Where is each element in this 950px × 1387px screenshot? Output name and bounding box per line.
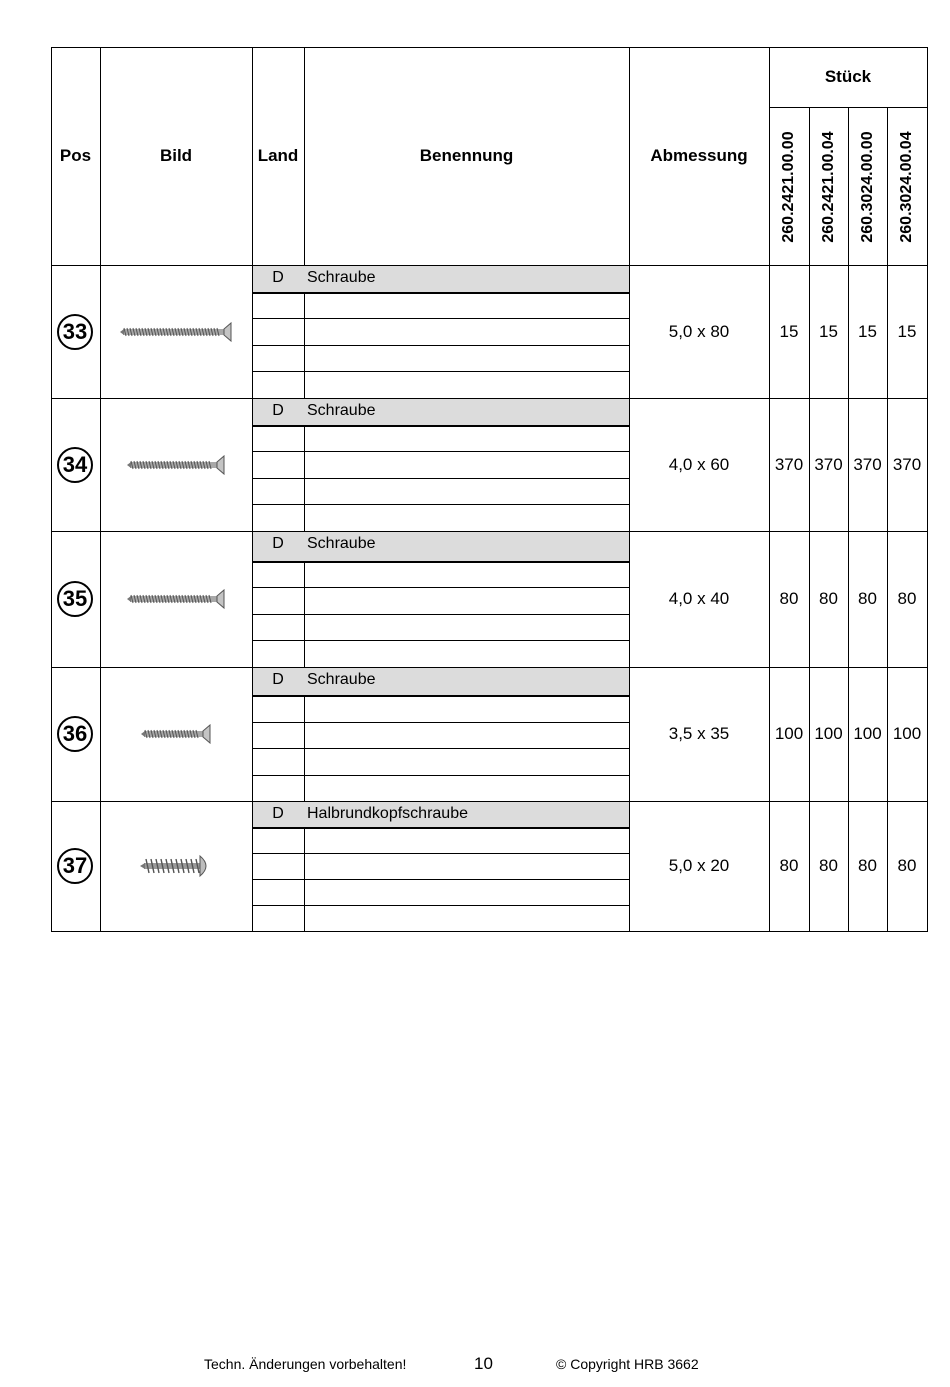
- row-sub-rule: [252, 640, 630, 641]
- header-article-number: 260.3024.00.00: [858, 130, 876, 243]
- header-pos: Pos: [59, 146, 92, 165]
- countersunk-screw-long-icon: [120, 321, 232, 348]
- part-name: Schraube: [307, 269, 376, 286]
- quantity-value: 80: [779, 589, 799, 608]
- land-code: D: [272, 535, 284, 552]
- header-article-number: 260.3024.00.04: [898, 130, 915, 243]
- row-sub-rule: [252, 853, 630, 854]
- quantity-value: 15: [819, 321, 838, 341]
- land-code: D: [272, 402, 284, 419]
- quantity-value: 80: [858, 856, 877, 875]
- row-sub-rule: [252, 371, 630, 372]
- row-sub-rule: [252, 345, 630, 346]
- parts-table: [51, 47, 927, 931]
- quantity-value: 370: [814, 454, 843, 474]
- quantity-value: 100: [774, 724, 804, 743]
- row-sub-rule: [252, 292, 630, 294]
- dimension-value: 5,0 x 20: [668, 856, 730, 875]
- footer-copyright: © Copyright HRB 3662: [556, 1356, 699, 1372]
- quantity-value: 370: [853, 454, 882, 474]
- land-code: D: [272, 269, 284, 286]
- quantity-value: 80: [897, 589, 917, 608]
- part-name: Schraube: [307, 402, 376, 419]
- column-divider: [809, 107, 810, 932]
- dimension-value: 4,0 x 40: [668, 589, 730, 608]
- position-number-circle: 34: [57, 447, 93, 483]
- quantity-value: 80: [779, 856, 799, 875]
- quantity-value: 15: [779, 321, 799, 341]
- header-bild: Bild: [159, 146, 193, 165]
- dimension-value: 3,5 x 35: [668, 724, 730, 743]
- row-sub-rule: [252, 722, 630, 723]
- header-stueck: Stück: [824, 67, 872, 86]
- quantity-value: 100: [892, 724, 922, 743]
- quantity-value: 100: [853, 724, 882, 743]
- row-sub-rule: [252, 587, 630, 588]
- row-sub-rule: [252, 827, 630, 829]
- row-sub-rule: [252, 504, 630, 505]
- dimension-value: 4,0 x 60: [668, 454, 730, 474]
- column-divider: [887, 107, 888, 932]
- part-name: Halbrundkopfschraube: [307, 805, 468, 822]
- row-sub-rule: [252, 748, 630, 749]
- countersunk-screw-icon: [127, 588, 225, 615]
- row-sub-rule: [252, 478, 630, 479]
- part-name: Schraube: [307, 671, 376, 688]
- position-number-circle: 37: [57, 848, 93, 884]
- quantity-value: 80: [858, 589, 877, 608]
- row-sub-rule: [252, 695, 630, 697]
- row-sub-rule: [252, 451, 630, 452]
- column-divider: [848, 107, 849, 932]
- quantity-value: 80: [819, 589, 838, 608]
- header-land: Land: [257, 146, 299, 165]
- part-name: Schraube: [307, 535, 376, 552]
- row-sub-rule: [252, 318, 630, 319]
- stueck-divider: [769, 107, 928, 108]
- row-sub-rule: [252, 425, 630, 427]
- row-sub-rule: [252, 614, 630, 615]
- page-number: 10: [474, 1354, 493, 1373]
- pan-head-screw-icon: [140, 853, 212, 884]
- quantity-value: 100: [814, 724, 843, 743]
- quantity-value: 15: [897, 321, 917, 341]
- countersunk-screw-short-icon: [141, 724, 211, 749]
- countersunk-screw-icon: [127, 454, 225, 481]
- page-footer: [0, 1356, 950, 1378]
- quantity-value: 80: [819, 856, 838, 875]
- header-article-number: 260.2421.00.00: [780, 130, 797, 243]
- header-benennung: Benennung: [419, 146, 514, 165]
- position-number-circle: 33: [57, 314, 93, 350]
- row-sub-rule: [252, 905, 630, 906]
- quantity-value: 15: [858, 321, 877, 341]
- table-border-right: [927, 47, 928, 932]
- header-article-number: 260.2421.00.04: [819, 130, 837, 243]
- quantity-value: 370: [774, 454, 804, 474]
- footer-note: Techn. Änderungen vorbehalten!: [204, 1356, 407, 1372]
- quantity-value: 370: [892, 454, 922, 474]
- header-abmessung: Abmessung: [650, 146, 748, 165]
- land-code: D: [272, 805, 284, 822]
- row-bottom-rule: [51, 931, 928, 932]
- position-number-circle: 36: [57, 716, 93, 752]
- row-sub-rule: [252, 879, 630, 880]
- position-number-circle: 35: [57, 581, 93, 617]
- dimension-value: 5,0 x 80: [668, 321, 730, 341]
- row-sub-rule: [252, 561, 630, 563]
- column-divider: [769, 47, 770, 932]
- land-code: D: [272, 671, 284, 688]
- row-sub-rule: [252, 775, 630, 776]
- quantity-value: 80: [897, 856, 917, 875]
